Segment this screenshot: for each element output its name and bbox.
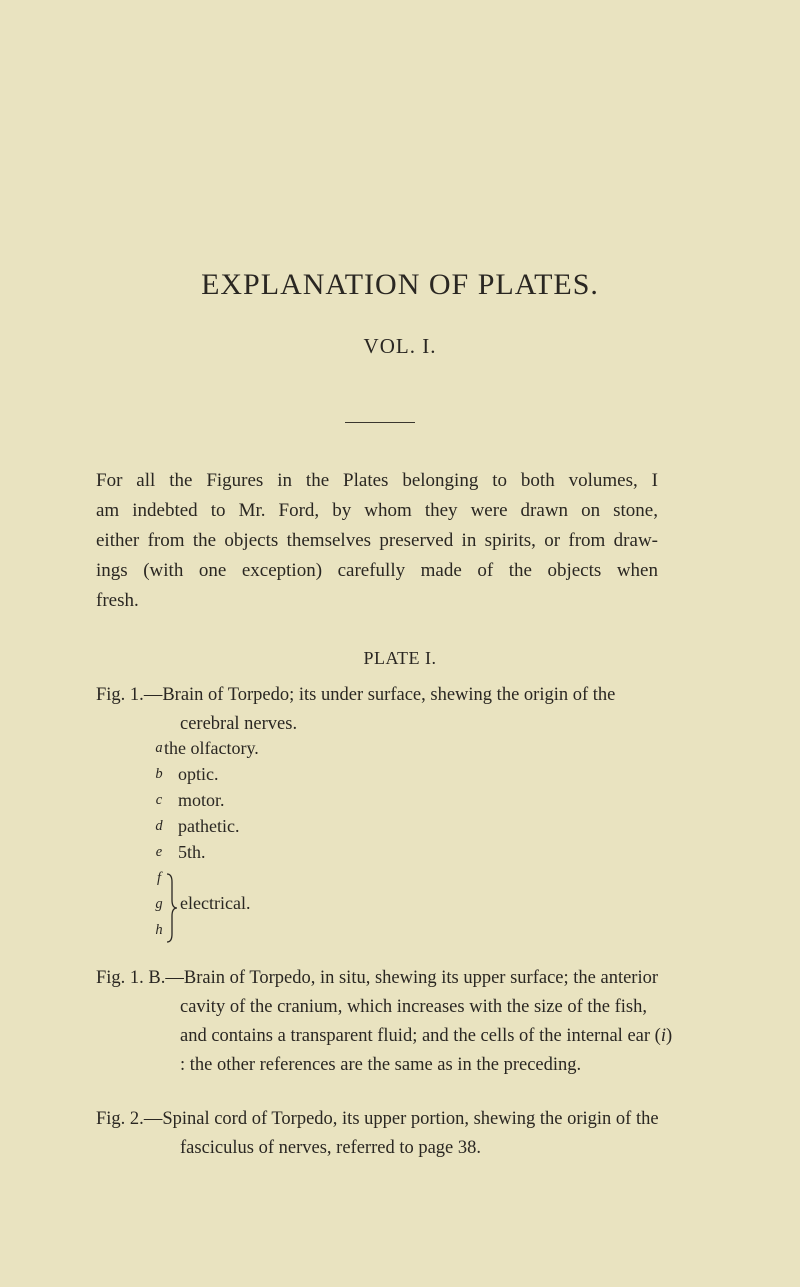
intro-line: am indebted to Mr. Ford, by whom they were drawn on stone, bbox=[96, 500, 658, 521]
legend-term: motor. bbox=[178, 790, 225, 810]
legend-term: pathetic. bbox=[178, 816, 240, 836]
figure-description-end: ) : the other references are the same as in the preceding. bbox=[180, 1026, 673, 1075]
figure-description: —Spinal cord of Torpedo, its upper portion, shewing the origin of the fasciculus of nerves, referred to page 38. bbox=[143, 1109, 659, 1158]
figure-label: Fig. 2. bbox=[96, 1109, 144, 1129]
legend-letter: f bbox=[156, 870, 162, 886]
figure-reference-letter: i bbox=[660, 1026, 666, 1046]
legend-letter: c bbox=[155, 792, 163, 808]
intro-paragraph bbox=[96, 466, 658, 616]
page-title: EXPLANATION OF PLATES. bbox=[201, 268, 599, 301]
legend-letter: h bbox=[155, 922, 163, 938]
intro-line: ings (with one exception) carefully made of the objects when bbox=[96, 560, 658, 581]
divider-rule bbox=[345, 422, 415, 423]
figure-label: Fig. 1. bbox=[96, 685, 144, 705]
legend-row bbox=[152, 740, 352, 766]
legend-letter: g bbox=[155, 896, 163, 912]
reference-legend bbox=[152, 740, 352, 950]
figure-entry-1 bbox=[96, 681, 676, 739]
legend-row bbox=[152, 844, 352, 870]
legend-brace-group bbox=[152, 870, 352, 950]
plate-heading: PLATE I. bbox=[363, 648, 437, 668]
legend-row bbox=[152, 792, 352, 818]
legend-term: optic. bbox=[178, 764, 219, 784]
legend-row bbox=[152, 766, 352, 792]
legend-row bbox=[152, 818, 352, 844]
figure-entry-1b bbox=[96, 964, 676, 1080]
intro-line: either from the objects themselves preserved in spirits, or from draw- bbox=[96, 530, 658, 551]
figure-label: Fig. 1. B. bbox=[96, 968, 166, 988]
figure-text bbox=[96, 1105, 676, 1163]
legend-term: 5th. bbox=[178, 842, 206, 862]
legend-letter: a bbox=[155, 740, 163, 756]
figure-description: —Brain of Torpedo, in situ, shewing its upper surface; the anterior cavity of the cranium, which increases with the size of the fish, and contains a transparent fluid; and the cells of the internal ear ( bbox=[165, 968, 661, 1046]
figure-text bbox=[96, 681, 676, 739]
legend-letter: e bbox=[155, 844, 163, 860]
figure-text bbox=[96, 964, 676, 1080]
figure-description: —Brain of Torpedo; its under surface, shewing the origin of the cerebral nerves. bbox=[143, 685, 616, 734]
intro-line: For all the Figures in the Plates belonging to both volumes, I bbox=[96, 470, 658, 491]
figure-entry-2 bbox=[96, 1105, 676, 1163]
volume-heading: VOL. I. bbox=[363, 334, 437, 358]
legend-letter: b bbox=[155, 766, 163, 782]
legend-term: the olfactory. bbox=[164, 738, 259, 758]
brace-icon bbox=[166, 872, 178, 944]
legend-term: electrical. bbox=[180, 893, 251, 913]
legend-letter: d bbox=[155, 818, 163, 834]
intro-line: fresh. bbox=[96, 590, 139, 611]
